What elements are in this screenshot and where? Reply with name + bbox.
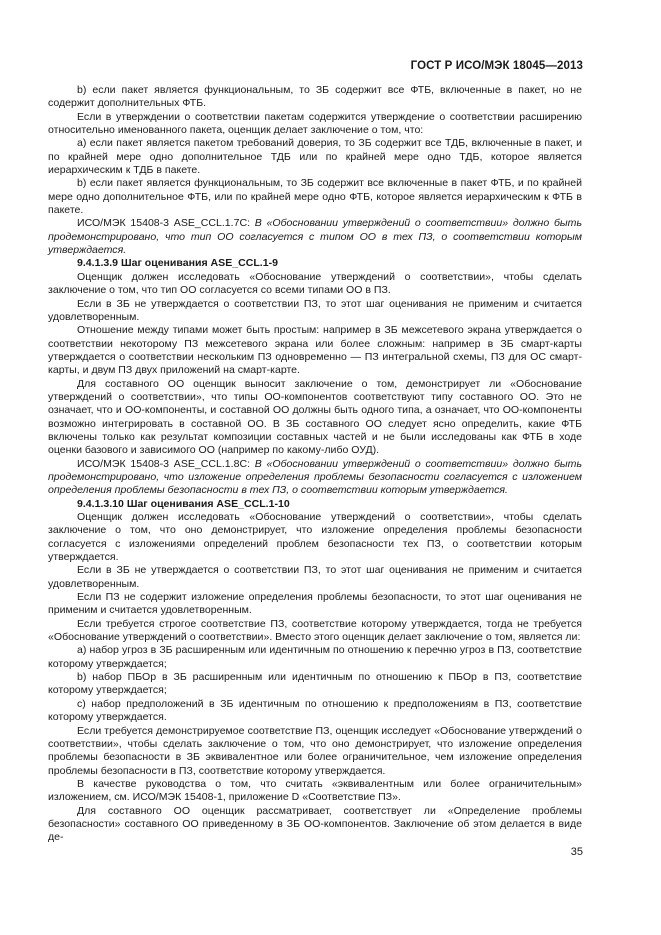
work-unit-requirement [48, 458, 582, 498]
paragraph: Если в утверждении о соответствии пакетам содержится утверждение о соответствии расширению относительно именованного пакета, оценщик делает заключение о том, что: [48, 110, 582, 137]
requirement-text: В «Обосновании утверждений о соответствии» должно быть продемонстрировано, что тип ОО согласуется с типом ОО в тех ПЗ, о соответствии которым утверждается. [48, 217, 582, 257]
document-body [48, 84, 582, 845]
work-unit-requirement [48, 217, 582, 257]
paragraph: Если в ЗБ не утверждается о соответствии ПЗ, то этот шаг оценивания не применим и считается удовлетворенным. [48, 297, 582, 323]
section-heading: 9.4.1.3.9 Шаг оценивания ASE_CCL.1-9 [77, 257, 278, 270]
paragraph: Для составного ОО оценщик рассматривает, соответствует ли «Определение проблемы безопасности» составного ОО приведенному в ЗБ ОО-компонентов. Заключение об этом делается в виде де- [48, 804, 582, 844]
list-item: a) если пакет является пакетом требований доверия, то ЗБ содержит все ТДБ, включенные в пакет, и по крайней мере одно дополнительное ТДБ или по крайней мере одно ТДБ, которое является иерархическим к ТДБ в пакете. [48, 137, 582, 177]
requirement-ref: ИСО/МЭК 15408-3 ASE_CCL.1.8C: [77, 457, 255, 470]
paragraph: В качестве руководства о том, что считать «эквивалентным или более ограничительным» изложением, см. ИСО/МЭК 15408-1, приложение D «Соответствие ПЗ». [48, 777, 582, 804]
paragraph: Оценщик должен исследовать «Обоснование утверждений о соответствии», чтобы сделать заключение о том, что тип ОО согласуется со всеми типами ОО в ПЗ. [48, 270, 582, 297]
paragraph: Если в ЗБ не утверждается о соответствии ПЗ, то этот шаг оценивания не применим и считается удовлетворенным. [48, 564, 582, 590]
paragraph: Если ПЗ не содержит изложение определения проблемы безопасности, то этот шаг оценивания не применим и считается удовлетворенным. [48, 591, 582, 617]
paragraph: Оценщик должен исследовать «Обоснование утверждений о соответствии», чтобы сделать заключение о том, что оно демонстрирует, что изложение определения проблемы безопасности согласуется с изложениями определений проблем безопасности тех ПЗ, о соответствии которым утверждается. [48, 511, 582, 564]
list-item: b) если пакет является функциональным, то ЗБ содержит все включенные в пакет ФТБ, и по крайней мере одно дополнительное ФТБ, или по крайней мере одно ФТБ, которое является иерархическим к ФТБ в пакете. [48, 177, 582, 217]
document-header: ГОСТ Р ИСО/МЭК 18045—2013 [410, 60, 583, 72]
list-item: b) набор ПБОр в ЗБ расширенным или идентичным по отношению к ПБОр в ПЗ, соответствие которому утверждается; [48, 671, 582, 697]
paragraph: Если требуется демонстрируемое соответствие ПЗ, оценщик исследует «Обоснование утверждений о соответствии», чтобы сделать заключение о том, что оно демонстрирует, что изложение определения проблемы безопасности в ЗБ эквивалентное или более ограничительное, чем изложение определения проблемы безопасности в ПЗ, соответствие которому утверждается. [48, 724, 582, 777]
list-item: a) набор угроз в ЗБ расширенным или идентичным по отношению к перечню угроз в ПЗ, соответствие которому утверждается; [48, 644, 582, 670]
requirement-ref: ИСО/МЭК 15408-3 ASE_CCL.1.7C: [77, 217, 255, 230]
list-item: c) набор предположений в ЗБ идентичным по отношению к предположениям в ПЗ, соответствие которому утверждается. [48, 697, 582, 724]
paragraph: b) если пакет является функциональным, то ЗБ содержит все ФТБ, включенные в пакет, но не содержит дополнительных ФТБ. [48, 84, 582, 110]
page-number: 35 [570, 846, 583, 858]
paragraph: Если требуется строгое соответствие ПЗ, соответствие которому утверждается, тогда не требуется «Обоснование утверждений о соответствии». Вместо этого оценщик делает заключение о том, является ли: [48, 617, 582, 644]
requirement-text: В «Обосновании утверждений о соответствии» должно быть продемонстрировано, что изложение определения проблемы безопасности согласуется с изложением определения проблемы безопасности в тех ПЗ, о соответствии которым утверждается. [48, 457, 582, 497]
section-heading: 9.4.1.3.10 Шаг оценивания ASE_CCL.1-10 [77, 497, 290, 510]
paragraph: Отношение между типами может быть простым: например в ЗБ межсетевого экрана утверждается о соответствии некоторому ПЗ межсетевого экрана или более сложным: например в ЗБ смарт-карты утверждается о соответствии нескольким ПЗ одновременно — ПЗ интегральной схемы, ПЗ для ОС смарт-карты, и двум ПЗ двух приложений на смарт-карте. [48, 324, 582, 377]
paragraph: Для составного ОО оценщик выносит заключение о том, демонстрирует ли «Обоснование утверждений о соответствии», что типы ОО-компонентов соответствуют типу составного ОО. Это не означает, что и ОО-компоненты, и составной ОО должны быть одного типа, а означает, что ОО-компоненты возможно интегрировать в составной ОО. В ЗБ составного ОО следует ясно определить, какие ФТБ включены только как результат композиции составных частей и не были исследованы как ФТБ в ходе оценки базового и зависимого ОО (например по какому-либо ОУД). [48, 377, 582, 457]
